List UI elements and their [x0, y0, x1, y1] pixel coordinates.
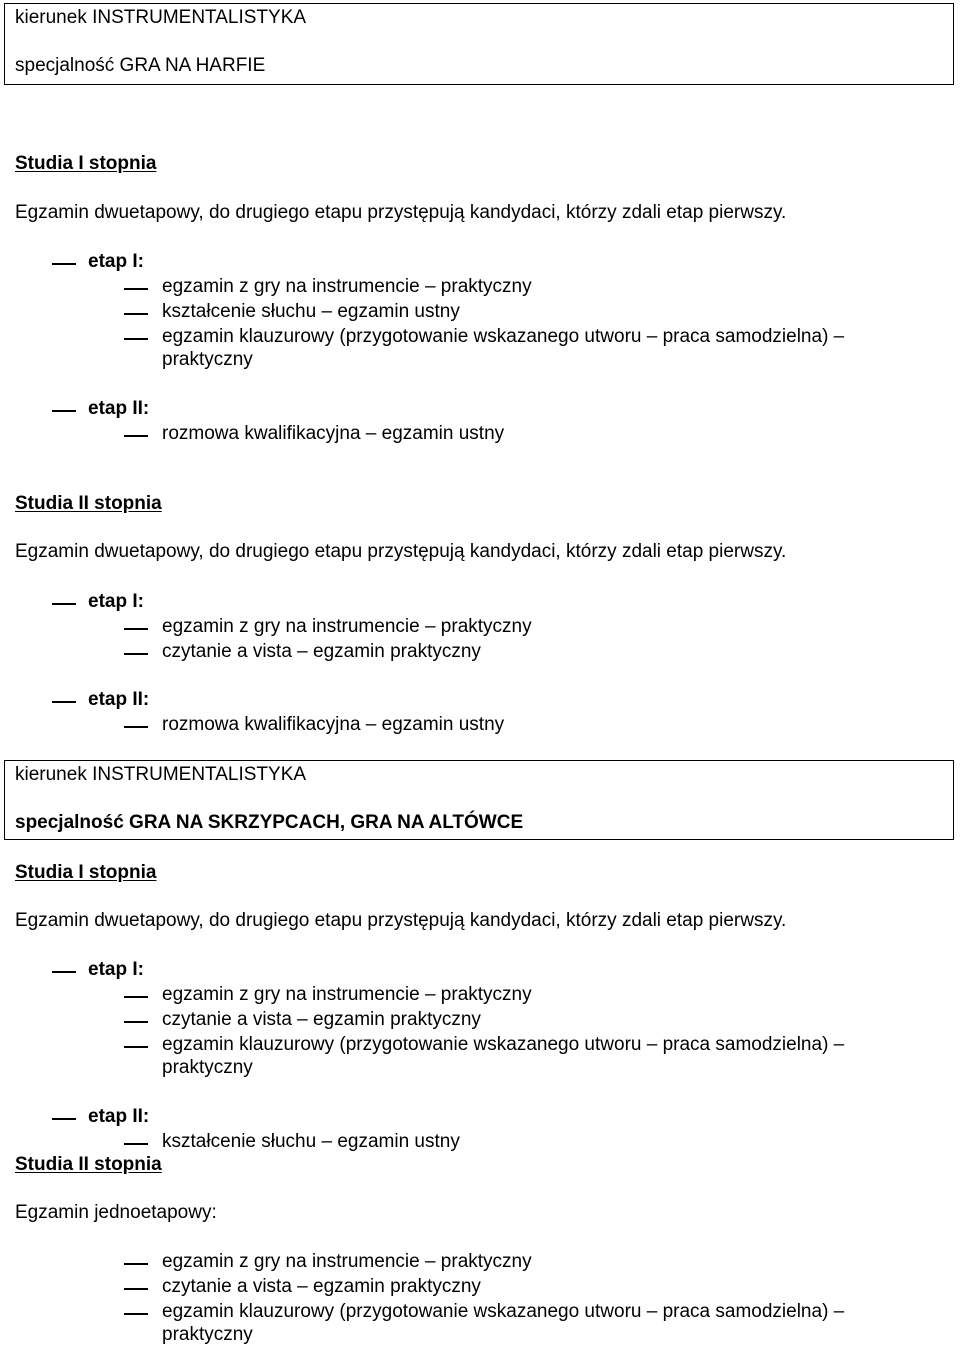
kierunek-label: kierunek INSTRUMENTALISTYKA	[15, 764, 307, 785]
stage-label: etap I:	[88, 591, 144, 612]
section-heading: Studia II stopnia	[15, 1154, 162, 1175]
stage-label: etap I:	[88, 251, 144, 272]
dash-bullet	[124, 1143, 148, 1145]
list-item: egzamin z gry na instrumencie – praktyczny	[162, 984, 532, 1005]
stage-label: etap II:	[88, 1106, 150, 1127]
stage-label: etap I:	[88, 959, 144, 980]
section-intro: Egzamin dwuetapowy, do drugiego etapu przystępują kandydaci, którzy zdali etap pierwszy.	[15, 202, 787, 223]
list-item: egzamin z gry na instrumencie – praktyczny	[162, 616, 532, 637]
section-intro: Egzamin dwuetapowy, do drugiego etapu przystępują kandydaci, którzy zdali etap pierwszy.	[15, 541, 787, 562]
stage-label: etap II:	[88, 689, 150, 710]
list-item: egzamin klauzurowy (przygotowanie wskazanego utworu – praca samodzielna) –	[162, 326, 845, 347]
dash-bullet	[124, 628, 148, 630]
dash-bullet	[52, 603, 76, 605]
list-item: czytanie a vista – egzamin praktyczny	[162, 1276, 481, 1297]
stage-label: etap II:	[88, 398, 150, 419]
list-item: czytanie a vista – egzamin praktyczny	[162, 641, 481, 662]
dash-bullet	[124, 288, 148, 290]
dash-bullet	[124, 996, 148, 998]
dash-bullet	[124, 435, 148, 437]
section-intro: Egzamin dwuetapowy, do drugiego etapu przystępują kandydaci, którzy zdali etap pierwszy.	[15, 910, 787, 931]
list-item: egzamin klauzurowy (przygotowanie wskazanego utworu – praca samodzielna) –	[162, 1034, 845, 1055]
dash-bullet	[124, 726, 148, 728]
dash-bullet	[124, 1021, 148, 1023]
specjalnosc-label: specjalność GRA NA SKRZYPCACH, GRA NA ALTÓWCE	[15, 812, 524, 833]
dash-bullet	[124, 1046, 148, 1048]
dash-bullet	[124, 338, 148, 340]
list-item: kształcenie słuchu – egzamin ustny	[162, 1131, 460, 1152]
section-heading: Studia I stopnia	[15, 862, 157, 883]
list-item: rozmowa kwalifikacyjna – egzamin ustny	[162, 423, 505, 444]
dash-bullet	[124, 1263, 148, 1265]
list-item: egzamin z gry na instrumencie – praktyczny	[162, 276, 532, 297]
dash-bullet	[124, 653, 148, 655]
kierunek-label: kierunek INSTRUMENTALISTYKA	[15, 7, 307, 28]
section-intro: Egzamin jednoetapowy:	[15, 1202, 217, 1223]
dash-bullet	[52, 1118, 76, 1120]
list-item: czytanie a vista – egzamin praktyczny	[162, 1009, 481, 1030]
dash-bullet	[124, 1288, 148, 1290]
section-heading: Studia II stopnia	[15, 493, 162, 514]
dash-bullet	[52, 410, 76, 412]
list-item-continuation: praktyczny	[162, 349, 253, 370]
section-heading: Studia I stopnia	[15, 153, 157, 174]
list-item: egzamin z gry na instrumencie – praktyczny	[162, 1251, 532, 1272]
dash-bullet	[52, 263, 76, 265]
list-item: kształcenie słuchu – egzamin ustny	[162, 301, 460, 322]
specjalnosc-label: specjalność GRA NA HARFIE	[15, 55, 266, 76]
list-item-continuation: praktyczny	[162, 1324, 253, 1345]
dash-bullet	[124, 1313, 148, 1315]
dash-bullet	[124, 313, 148, 315]
dash-bullet	[52, 971, 76, 973]
list-item: rozmowa kwalifikacyjna – egzamin ustny	[162, 714, 505, 735]
dash-bullet	[52, 701, 76, 703]
list-item-continuation: praktyczny	[162, 1057, 253, 1078]
list-item: egzamin klauzurowy (przygotowanie wskazanego utworu – praca samodzielna) –	[162, 1301, 845, 1322]
